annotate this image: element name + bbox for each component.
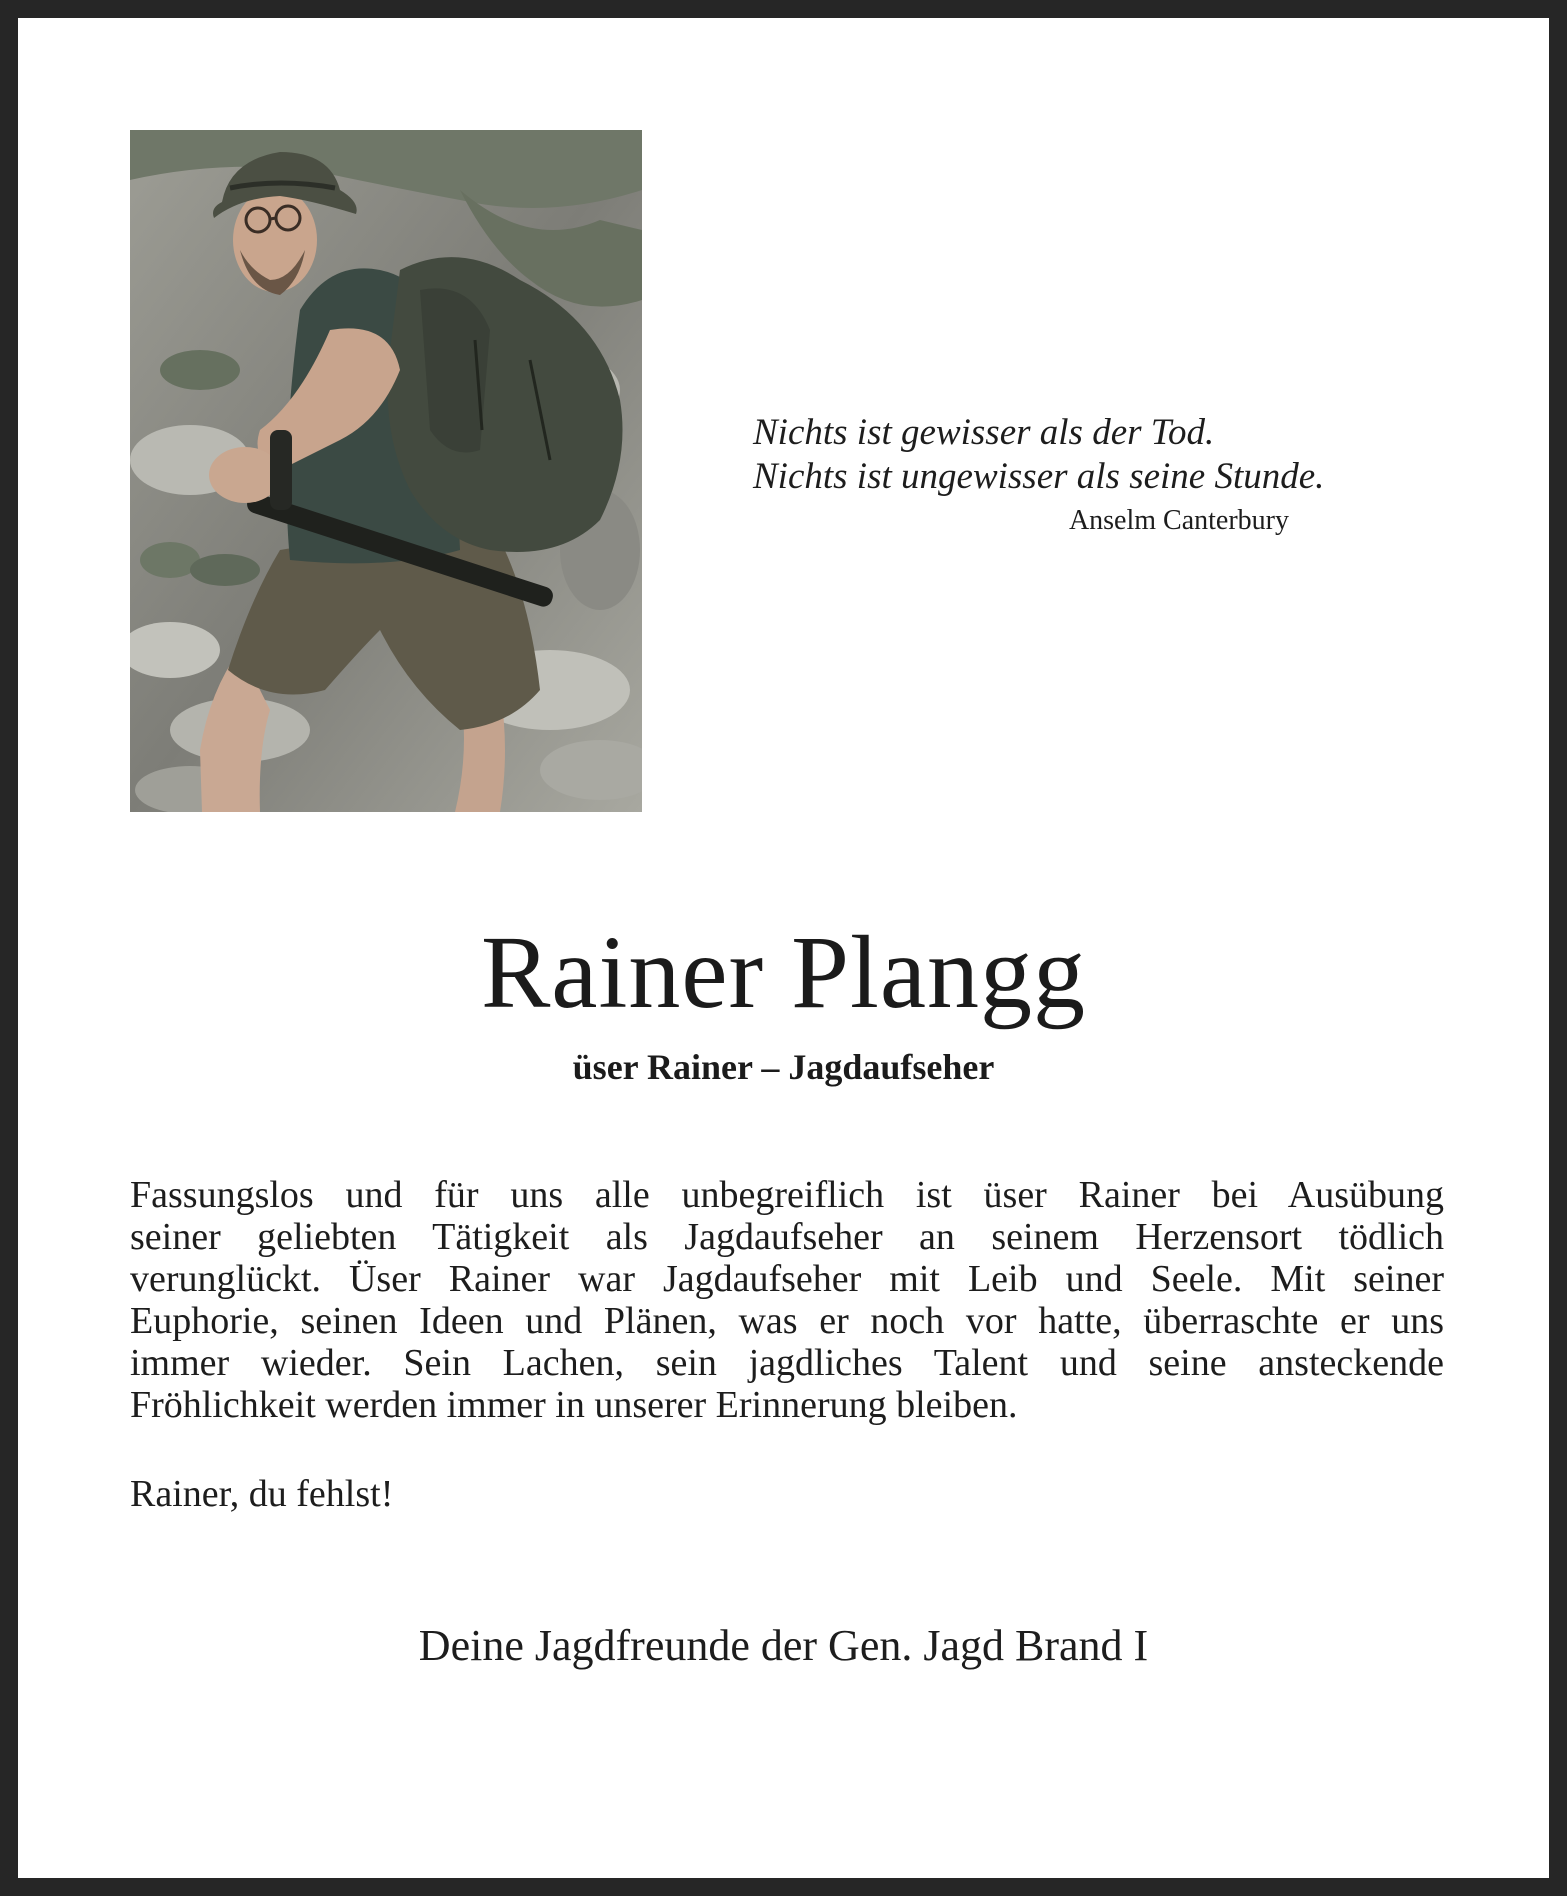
portrait-photo [130, 130, 642, 812]
body-line: immer wieder. Sein Lachen, sein jagdliches Talent und seine ansteckende [130, 1342, 1444, 1384]
body-line: Fröhlichkeit werden immer in unserer Erinnerung bleiben. [130, 1384, 1018, 1426]
body-line: Fassungslos und für uns alle unbegreiflich ist üser Rainer bei Ausübung [130, 1174, 1444, 1216]
body-line: seiner geliebten Tätigkeit als Jagdaufseher an seinem Herzensort tödlich [130, 1216, 1444, 1258]
signature-line: Deine Jagdfreunde der Gen. Jagd Brand I [418, 1621, 1149, 1670]
quote-line-2: Nichts ist ungewisser als seine Stunde. [753, 456, 1325, 497]
deceased-name: Rainer Plangg [480, 915, 1087, 1030]
epigraph-quote [753, 411, 1381, 539]
quote-author: Anselm Canterbury [1068, 505, 1289, 536]
closing-line: Rainer, du fehlst! [130, 1473, 394, 1515]
body-line: verunglückt. Üser Rainer war Jagdaufseher mit Leib und Seele. Mit seiner [130, 1258, 1444, 1300]
quote-line-1: Nichts ist gewisser als der Tod. [753, 412, 1215, 453]
obituary-body [130, 1174, 1444, 1426]
deceased-subtitle: üser Rainer – Jagdaufseher [572, 1047, 995, 1087]
body-line: Euphorie, seinen Ideen und Plänen, was er noch vor hatte, überraschte er uns [130, 1300, 1444, 1342]
portrait-photo-illustration [130, 130, 642, 812]
